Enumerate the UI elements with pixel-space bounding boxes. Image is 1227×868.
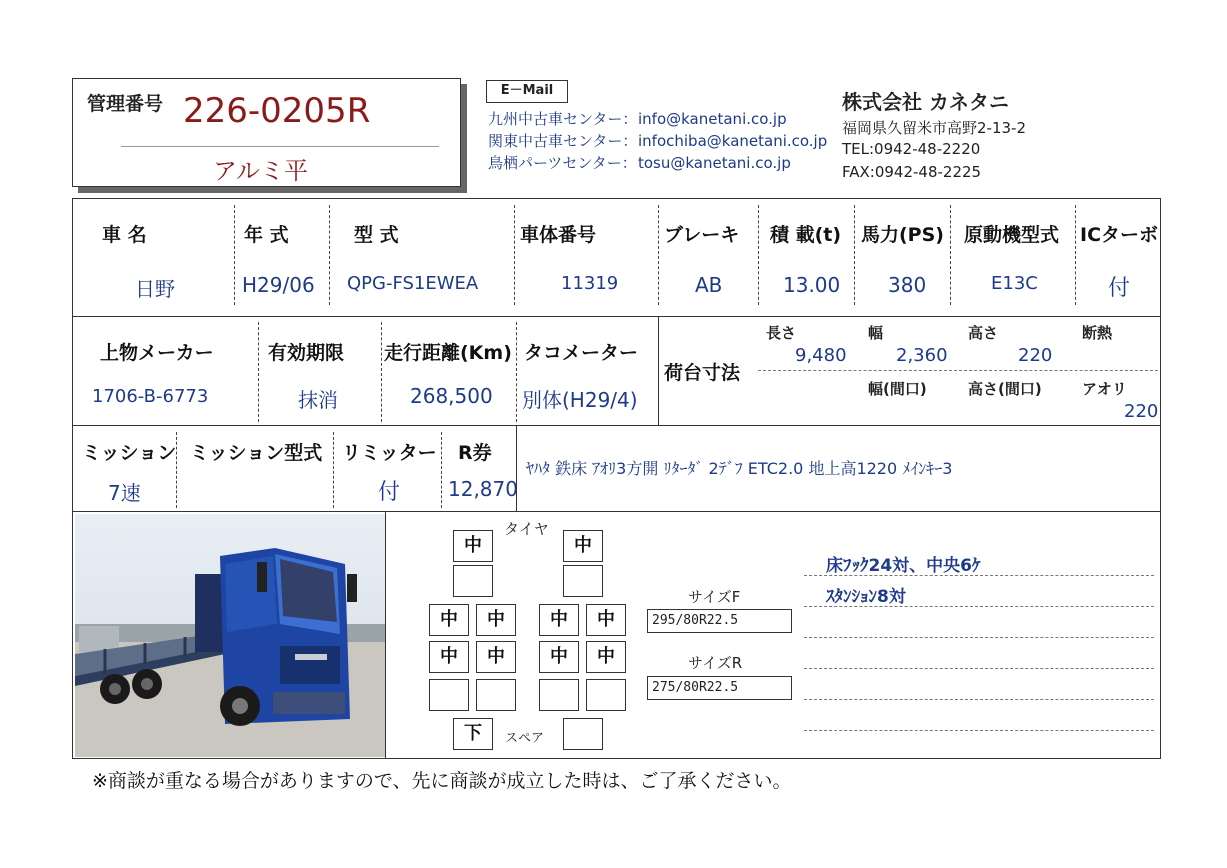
header-chassis-number: 車体番号 [520,224,597,246]
tire-rear1-left-outer: 中 [429,604,469,636]
col-divider [381,322,382,422]
tire-rear1-right-inner: 中 [539,604,579,636]
tire-rear1-left-inner: 中 [476,604,516,636]
header-horsepower: 馬力(PS) [861,224,944,246]
header-transmission: ミッション [82,442,177,464]
value-vehicle-name: 日野 [135,277,175,301]
cargo-width-label: 幅 [868,324,884,342]
header-year: 年 式 [244,224,289,246]
cargo-height-label: 高さ [968,324,999,342]
header-load: 積 載(t) [770,224,842,246]
remark-rule [804,606,1154,607]
contact-center: 九州中古車センター： [488,110,638,128]
tire-front-left: 中 [453,530,493,562]
value-r-ticket: 12,870 [448,477,518,501]
value-ic-turbo: 付 [1108,276,1131,301]
header-tachometer: タコメーター [524,342,639,364]
col-divider [950,205,951,305]
cargo-width: 2,360 [896,345,948,366]
contact-center: 鳥栖パーツセンター： [488,154,637,172]
cargo-divider [658,316,659,425]
tire-rear2-left-inner: 中 [476,641,516,673]
row-divider [72,316,1161,317]
tire-rear2-right-outer: 中 [586,641,626,673]
col-divider [333,432,334,508]
contact-kyushu [488,108,787,129]
header-brake: ブレーキ [664,224,740,246]
value-transmission: 7速 [108,481,141,505]
tire-spare-2 [563,718,603,750]
header-ic-turbo: ICターボ [1080,224,1159,246]
col-divider [176,432,177,508]
row-divider [72,511,1161,512]
cargo-aori: 220 [1124,401,1159,422]
col-divider [758,205,759,305]
value-engine-model: E13C [991,273,1038,294]
mgmt-number: 226-0205R [183,91,371,131]
value-mileage: 268,500 [410,384,493,408]
value-limiter: 付 [378,480,401,505]
photo-divider [385,511,386,759]
remark-rule [804,730,1154,731]
size-f-label: サイズF [688,588,741,606]
company-name: 株式会社 カネタニ [842,90,1009,114]
header-mileage: 走行距離(Km) [384,342,512,364]
value-body-maker: 1706-B-6773 [92,386,209,407]
value-horsepower: 380 [888,273,927,297]
contact-center: 関東中古車センター： [488,132,638,150]
row-divider [72,425,1161,426]
value-expiry: 抹消 [298,388,338,412]
tire-spare-1: 下 [453,718,493,750]
body-type: アルミ平 [213,157,309,185]
remark-line-1: 床ﾌｯｸ24対、中央6ｹ [826,556,981,576]
tire-rear3-right-outer [586,679,626,711]
tire-front-right: 中 [563,530,603,562]
col-divider [234,205,235,305]
remark-rule [804,668,1154,669]
col-divider [1075,205,1076,305]
notes-divider [516,425,517,511]
cargo-height-opening-label: 高さ(間口) [968,380,1042,398]
remark-rule [804,699,1154,700]
contact-email[interactable]: info@kanetani.co.jp [638,110,787,128]
header-body-maker: 上物メーカー [100,342,214,364]
header-vehicle-name: 車 名 [102,224,147,246]
mgmt-box [72,78,461,187]
cargo-height: 220 [1018,345,1053,366]
company-fax: FAX:0942-48-2225 [842,163,982,181]
value-load: 13.00 [783,273,841,297]
contact-tosu [488,152,791,173]
cargo-length-label: 長さ [766,324,797,342]
tire-front-left-inner [453,565,493,597]
contact-email[interactable]: infochiba@kanetani.co.jp [638,132,828,150]
header-r-ticket: R券 [458,442,492,464]
col-divider [658,205,659,305]
header-transmission-model: ミッション型式 [190,442,323,464]
tire-rear2-right-inner: 中 [539,641,579,673]
tire-rear1-right-outer: 中 [586,604,626,636]
tire-rear3-right-inner [539,679,579,711]
header-model: 型 式 [354,224,399,246]
size-r-label: サイズR [688,654,743,672]
tire-label: タイヤ [504,520,549,538]
tire-front-right-inner [563,565,603,597]
cargo-length: 9,480 [795,345,847,366]
spare-label: スペア [505,731,545,746]
header-engine-model: 原動機型式 [964,224,1060,246]
size-f-value: 295/80R22.5 [647,609,792,633]
value-tachometer: 別体(H29/4) [522,388,638,412]
mgmt-label: 管理番号 [87,93,164,115]
col-divider [329,205,330,305]
value-chassis-number: 11319 [561,273,619,294]
tire-rear3-left-outer [429,679,469,711]
value-model: QPG-FS1EWEA [347,273,479,294]
cargo-insulation-label: 断熱 [1082,324,1113,342]
email-label: E－Mail [486,80,568,103]
remark-rule [804,637,1154,638]
tire-rear2-left-outer: 中 [429,641,469,673]
cargo-dash-divider [758,370,1158,371]
truck-image [75,514,385,757]
cargo-width-opening-label: 幅(間口) [868,380,927,398]
cargo-aori-label: アオリ [1082,380,1127,398]
tire-rear3-left-inner [476,679,516,711]
value-brake: AB [695,273,723,297]
col-divider [514,205,515,305]
col-divider [854,205,855,305]
cargo-label: 荷台寸法 [664,362,741,384]
company-tel: TEL:0942-48-2220 [842,140,981,158]
company-address: 福岡県久留米市高野2-13-2 [842,119,1026,137]
header-limiter: リミッター [342,442,437,464]
col-divider [516,322,517,422]
size-r-value: 275/80R22.5 [647,676,792,700]
contact-kanto [488,130,827,151]
contact-email[interactable]: tosu@kanetani.co.jp [638,154,791,172]
remark-rule [804,575,1154,576]
value-year: H29/06 [242,273,315,297]
remark-line-2: ｽﾀﾝｼｮﾝ8対 [826,587,906,607]
mgmt-divider [121,146,439,147]
header-expiry: 有効期限 [268,342,345,364]
col-divider [441,432,442,508]
col-divider [258,322,259,422]
truck-photo [75,514,385,757]
equipment-notes: ﾔﾊﾀ 鉄床 ｱｵﾘ3方開 ﾘﾀｰﾀﾞ 2ﾃﾞﾌ ETC2.0 地上高1220 ﾒｲﾝｷｰ3 [526,459,953,478]
footer-note: ※商談が重なる場合がありますので、先に商談が成立した時は、ご了承ください。 [92,770,792,792]
